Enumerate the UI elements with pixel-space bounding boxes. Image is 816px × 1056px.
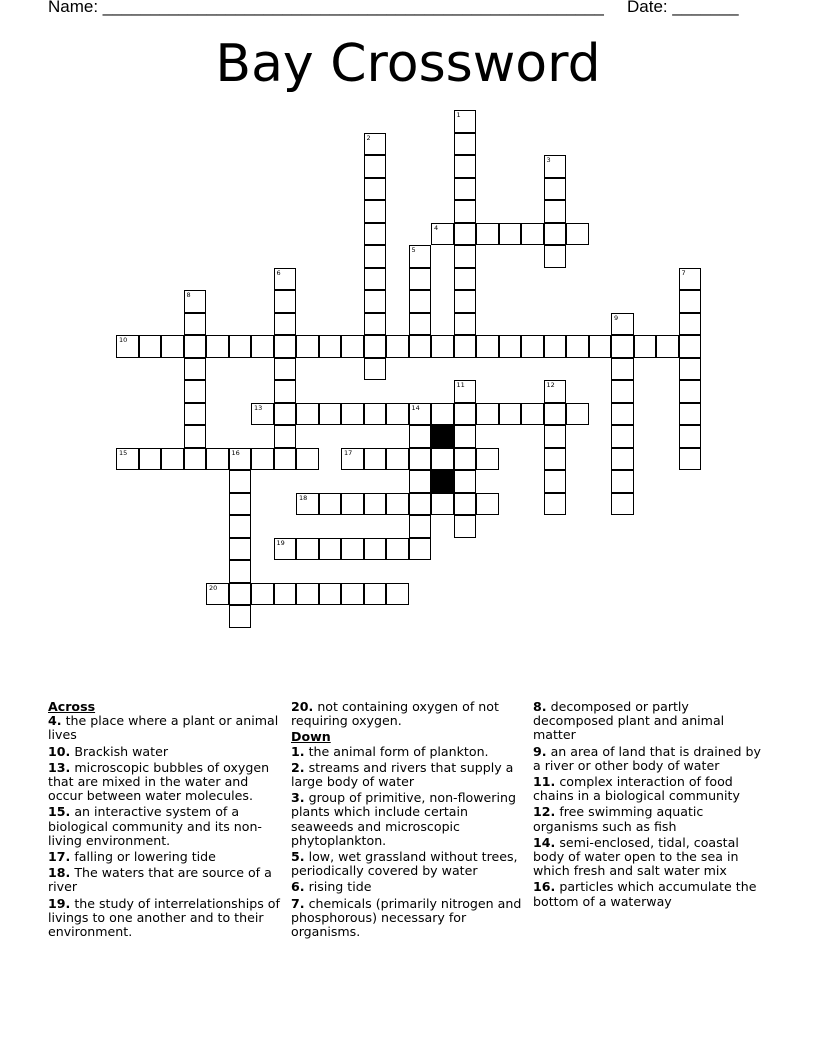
- grid-cell[interactable]: [679, 290, 702, 313]
- clue-across-4: 4. the place where a plant or animal lives: [48, 713, 279, 743]
- grid-cell[interactable]: [229, 335, 252, 358]
- grid-cell[interactable]: [139, 448, 162, 471]
- grid-cell[interactable]: [431, 403, 454, 426]
- clue-down-3: 3. group of primitive, non-flowering plants which include certain seaweeds and microscopic phytoplankton.: [291, 790, 516, 848]
- clue-across-13: 13. microscopic bubbles of oxygen that are mixed in the water and occur between water molecules.: [48, 759, 270, 804]
- grid-cell[interactable]: [611, 335, 634, 358]
- grid-cell[interactable]: [409, 425, 432, 448]
- grid-cell[interactable]: [206, 583, 229, 606]
- grid-cell[interactable]: [274, 313, 297, 336]
- grid-cell[interactable]: [611, 358, 634, 381]
- grid-cell[interactable]: [499, 223, 522, 246]
- grid-cell[interactable]: [566, 223, 589, 246]
- grid-cell[interactable]: [364, 178, 387, 201]
- grid-cell[interactable]: [364, 313, 387, 336]
- grid-cell[interactable]: [679, 380, 702, 403]
- grid-cell[interactable]: [454, 290, 477, 313]
- clue-down-6: 6. rising tide: [291, 879, 372, 895]
- grid-cell[interactable]: [589, 335, 612, 358]
- grid-cell[interactable]: [521, 335, 544, 358]
- grid-cell[interactable]: [454, 178, 477, 201]
- grid-cell[interactable]: [296, 335, 319, 358]
- grid-cell[interactable]: [634, 335, 657, 358]
- grid-cell[interactable]: [679, 268, 702, 291]
- grid-cell[interactable]: [116, 448, 139, 471]
- grid-cell[interactable]: [679, 425, 702, 448]
- clue-across-18: 18. The waters that are source of a river: [48, 865, 272, 895]
- grid-cell[interactable]: [611, 448, 634, 471]
- grid-cell[interactable]: [274, 448, 297, 471]
- grid-cell[interactable]: [251, 583, 274, 606]
- grid-cell[interactable]: [544, 403, 567, 426]
- clue-across-20: 20. not containing oxygen of not requiring oxygen.: [291, 699, 499, 729]
- grid-cell[interactable]: [544, 178, 567, 201]
- down-heading: Down: [291, 729, 331, 745]
- grid-cell[interactable]: [386, 583, 409, 606]
- grid-cell[interactable]: [454, 223, 477, 246]
- clue-down-5: 5. low, wet grassland without trees, periodically covered by water: [291, 849, 518, 879]
- grid-cell[interactable]: [409, 335, 432, 358]
- clue-number: 12: [546, 381, 555, 389]
- grid-cell[interactable]: [611, 425, 634, 448]
- grid-cell[interactable]: [364, 335, 387, 358]
- grid-cell[interactable]: [544, 380, 567, 403]
- grid-cell[interactable]: [296, 493, 319, 516]
- grid-cell[interactable]: [454, 380, 477, 403]
- clue-across-19: 19. the study of interrelationships of livings to one another and to their environment.: [48, 895, 280, 940]
- clue-down-1: 1. the animal form of plankton.: [291, 743, 489, 759]
- clue-column-1: [48, 700, 283, 941]
- clue-down-7: 7. chemicals (primarily nitrogen and phosphorous) necessary for organisms.: [291, 895, 522, 940]
- black-square: [431, 470, 454, 493]
- grid-cell[interactable]: [274, 358, 297, 381]
- grid-cell[interactable]: [319, 335, 342, 358]
- grid-cell[interactable]: [341, 583, 364, 606]
- grid-cell[interactable]: [184, 313, 207, 336]
- clue-number: 5: [411, 246, 416, 254]
- grid-cell[interactable]: [341, 335, 364, 358]
- clue-number: 18: [299, 493, 308, 502]
- clue-across-17: 17. falling or lowering tide: [48, 849, 216, 865]
- grid-cell[interactable]: [274, 425, 297, 448]
- clue-down-12: 12. free swimming aquatic organisms such as fish: [533, 804, 704, 834]
- grid-cell[interactable]: [386, 403, 409, 426]
- grid-cell[interactable]: [184, 380, 207, 403]
- grid-cell[interactable]: [229, 448, 252, 471]
- clue-number: 10: [119, 336, 128, 344]
- grid-cell[interactable]: [319, 403, 342, 426]
- grid-cell[interactable]: [431, 448, 454, 471]
- grid-cell[interactable]: [544, 223, 567, 246]
- grid-cell[interactable]: [454, 425, 477, 448]
- grid-cell[interactable]: [229, 605, 252, 628]
- grid-cell[interactable]: [476, 335, 499, 358]
- grid-cell[interactable]: [364, 583, 387, 606]
- grid-cell[interactable]: [409, 515, 432, 538]
- grid-cell[interactable]: [184, 290, 207, 313]
- clue-number: 15: [119, 448, 128, 457]
- grid-cell[interactable]: [364, 403, 387, 426]
- grid-cell[interactable]: [544, 425, 567, 448]
- grid-cell[interactable]: [229, 538, 252, 561]
- grid-cell[interactable]: [319, 583, 342, 606]
- grid-cell[interactable]: [274, 538, 297, 561]
- grid-cell[interactable]: [454, 335, 477, 358]
- grid-cell[interactable]: [454, 313, 477, 336]
- grid-cell[interactable]: [274, 583, 297, 606]
- grid-cell[interactable]: [229, 560, 252, 583]
- grid-cell[interactable]: [409, 493, 432, 516]
- grid-cell[interactable]: [679, 358, 702, 381]
- grid-cell[interactable]: [251, 448, 274, 471]
- grid-cell[interactable]: [364, 290, 387, 313]
- clue-number: 9: [614, 313, 619, 322]
- name-field[interactable]: Name: _____________________________________________________: [48, 0, 604, 16]
- grid-cell[interactable]: [656, 335, 679, 358]
- clue-number: 20: [209, 583, 218, 592]
- grid-cell[interactable]: [296, 583, 319, 606]
- clue-across-15: 15. an interactive system of a biological community and its non-living environment.: [48, 804, 262, 848]
- grid-cell[interactable]: [499, 403, 522, 426]
- grid-cell[interactable]: [454, 155, 477, 178]
- grid-cell[interactable]: [476, 448, 499, 471]
- clue-number: 2: [366, 133, 371, 142]
- grid-cell[interactable]: [476, 403, 499, 426]
- grid-cell[interactable]: [296, 538, 319, 561]
- grid-cell[interactable]: [319, 538, 342, 561]
- grid-cell[interactable]: [566, 403, 589, 426]
- grid-cell[interactable]: [544, 493, 567, 516]
- grid-cell[interactable]: [544, 335, 567, 358]
- grid-cell[interactable]: [454, 268, 477, 291]
- clue-number: 16: [231, 448, 240, 457]
- grid-cell[interactable]: [341, 493, 364, 516]
- grid-cell[interactable]: [251, 335, 274, 358]
- grid-cell[interactable]: [364, 245, 387, 268]
- grid-cell[interactable]: [499, 335, 522, 358]
- grid-cell[interactable]: [409, 538, 432, 561]
- clue-down-8: 8. decomposed or partly decomposed plant and animal matter: [533, 699, 725, 743]
- grid-cell[interactable]: [319, 493, 342, 516]
- grid-cell[interactable]: [431, 493, 454, 516]
- clue-number: 7: [681, 268, 686, 277]
- grid-cell[interactable]: [386, 335, 409, 358]
- clue-number: 19: [276, 538, 285, 547]
- page-title: Bay Crossword: [215, 34, 601, 94]
- clue-number: 11: [456, 381, 465, 389]
- grid-cell[interactable]: [184, 403, 207, 426]
- grid-cell[interactable]: [679, 403, 702, 426]
- grid-cell[interactable]: [341, 403, 364, 426]
- grid-cell[interactable]: [409, 245, 432, 268]
- grid-cell[interactable]: [184, 358, 207, 381]
- grid-cell[interactable]: [364, 268, 387, 291]
- clue-column-2: [291, 700, 526, 941]
- grid-cell[interactable]: [679, 313, 702, 336]
- grid-cell[interactable]: [476, 223, 499, 246]
- grid-cell[interactable]: [431, 223, 454, 246]
- grid-cell[interactable]: [274, 403, 297, 426]
- grid-cell[interactable]: [274, 268, 297, 291]
- grid-cell[interactable]: [139, 335, 162, 358]
- grid-cell[interactable]: [544, 155, 567, 178]
- clue-number: 17: [344, 448, 353, 457]
- grid-cell[interactable]: [229, 515, 252, 538]
- grid-cell[interactable]: [229, 470, 252, 493]
- grid-cell[interactable]: [184, 335, 207, 358]
- grid-cell[interactable]: [341, 448, 364, 471]
- grid-cell[interactable]: [296, 448, 319, 471]
- grid-cell[interactable]: [454, 403, 477, 426]
- grid-cell[interactable]: [364, 200, 387, 223]
- grid-cell[interactable]: [566, 335, 589, 358]
- grid-cell[interactable]: [161, 448, 184, 471]
- grid-cell[interactable]: [386, 493, 409, 516]
- grid-cell[interactable]: [386, 538, 409, 561]
- clue-down-9: 9. an area of land that is drained by a river or other body of water: [533, 743, 761, 773]
- grid-cell[interactable]: [454, 515, 477, 538]
- date-field[interactable]: Date: _______: [627, 0, 739, 16]
- grid-cell[interactable]: [611, 403, 634, 426]
- grid-cell[interactable]: [544, 200, 567, 223]
- grid-cell[interactable]: [364, 358, 387, 381]
- clue-number: 6: [276, 268, 281, 277]
- grid-cell[interactable]: [274, 290, 297, 313]
- grid-cell[interactable]: [364, 133, 387, 156]
- grid-cell[interactable]: [454, 448, 477, 471]
- grid-cell[interactable]: [454, 493, 477, 516]
- clue-number: 14: [411, 403, 420, 412]
- clue-down-11: 11. complex interaction of food chains in a biological community: [533, 774, 740, 804]
- grid-cell[interactable]: [454, 200, 477, 223]
- clue-down-14: 14. semi-enclosed, tidal, coastal body of water open to the sea in which fresh and salt water mix: [533, 834, 739, 879]
- grid-cell[interactable]: [206, 335, 229, 358]
- grid-cell[interactable]: [184, 425, 207, 448]
- grid-cell[interactable]: [206, 448, 229, 471]
- clue-down-16: 16. particles which accumulate the bottom of a waterway: [533, 879, 757, 909]
- grid-cell[interactable]: [161, 335, 184, 358]
- clue-down-2: 2. streams and rivers that supply a large body of water: [291, 759, 514, 790]
- grid-cell[interactable]: [409, 470, 432, 493]
- grid-cell[interactable]: [364, 538, 387, 561]
- clue-number: 3: [546, 156, 551, 164]
- grid-cell[interactable]: [611, 493, 634, 516]
- grid-cell[interactable]: [454, 245, 477, 268]
- grid-cell[interactable]: [454, 110, 477, 133]
- clue-number: 13: [254, 403, 263, 412]
- grid-cell[interactable]: [116, 335, 139, 358]
- grid-cell[interactable]: [364, 493, 387, 516]
- grid-cell[interactable]: [544, 470, 567, 493]
- clue-number: 4: [434, 223, 439, 232]
- clue-column-3: [533, 700, 768, 911]
- grid-cell[interactable]: [386, 448, 409, 471]
- grid-cell[interactable]: [521, 223, 544, 246]
- grid-cell[interactable]: [611, 313, 634, 336]
- grid-cell[interactable]: [229, 583, 252, 606]
- grid-cell[interactable]: [364, 223, 387, 246]
- grid-cell[interactable]: [454, 470, 477, 493]
- grid-cell[interactable]: [409, 313, 432, 336]
- grid-cell[interactable]: [544, 448, 567, 471]
- grid-cell[interactable]: [251, 403, 274, 426]
- clue-number: 8: [186, 291, 191, 299]
- grid-cell[interactable]: [364, 448, 387, 471]
- grid-cell[interactable]: [476, 493, 499, 516]
- grid-cell[interactable]: [409, 448, 432, 471]
- clue-across-10: 10. Brackish water: [48, 743, 169, 759]
- grid-cell[interactable]: [274, 335, 297, 358]
- grid-cell[interactable]: [611, 470, 634, 493]
- grid-cell[interactable]: [229, 493, 252, 516]
- grid-cell[interactable]: [409, 403, 432, 426]
- grid-cell[interactable]: [679, 448, 702, 471]
- grid-cell[interactable]: [431, 335, 454, 358]
- grid-cell[interactable]: [296, 403, 319, 426]
- black-square: [431, 425, 454, 448]
- grid-cell[interactable]: [611, 380, 634, 403]
- grid-cell[interactable]: [184, 448, 207, 471]
- across-heading: Across: [48, 699, 96, 714]
- grid-cell[interactable]: [409, 268, 432, 291]
- grid-cell[interactable]: [274, 380, 297, 403]
- grid-cell[interactable]: [454, 133, 477, 156]
- grid-cell[interactable]: [544, 245, 567, 268]
- grid-cell[interactable]: [364, 155, 387, 178]
- grid-cell[interactable]: [341, 538, 364, 561]
- grid-cell[interactable]: [521, 403, 544, 426]
- clue-number: 1: [456, 111, 461, 119]
- grid-cell[interactable]: [679, 335, 702, 358]
- grid-cell[interactable]: [409, 290, 432, 313]
